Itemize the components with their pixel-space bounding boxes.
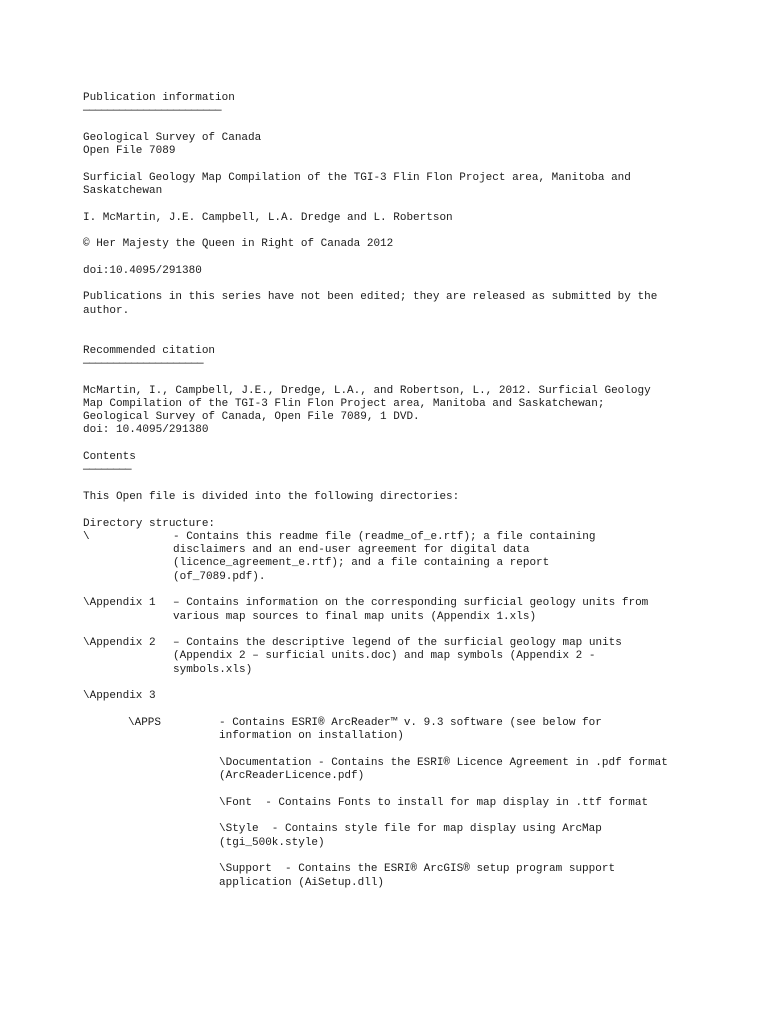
- apps-documentation-line: \Documentation - Contains the ESRI® Licence Agreement in .pdf format: [219, 756, 668, 769]
- citation-heading: Recommended citation: [83, 344, 216, 357]
- authors: I. McMartin, J.E. Campbell, L.A. Dredge and L. Robertson: [83, 211, 453, 224]
- subdirectory-entry-apps: [83, 717, 703, 890]
- document-page: [83, 92, 703, 890]
- apps-documentation-line: (ArcReaderLicence.pdf): [219, 770, 365, 783]
- agency-name: Geological Survey of Canada: [83, 131, 262, 144]
- directory-description-line: various map sources to final map units (Appendix 1.xls): [173, 610, 537, 623]
- citation-heading-rule: ————————————————————: [83, 357, 204, 370]
- directory-structure-label: Directory structure:: [83, 517, 216, 530]
- directory-description-line: disclaimers and an end-user agreement for digital data: [173, 544, 530, 557]
- citation-line: Geological Survey of Canada, Open File 7089, 1 DVD.: [83, 411, 420, 424]
- publication-title-line: Saskatchewan: [83, 185, 163, 198]
- open-file-number: Open File 7089: [83, 145, 176, 158]
- directory-description-line: (Appendix 2 – surficial units.doc) and map symbols (Appendix 2 -: [173, 650, 596, 663]
- contents-heading-rule: ————————: [83, 464, 132, 477]
- apps-style-line: (tgi_500k.style): [219, 836, 325, 849]
- directory-description-line: (licence_agreement_e.rtf); and a file containing a report: [173, 557, 550, 570]
- directory-entry-root: [83, 531, 703, 584]
- directory-description-line: – Contains information on the corresponding surficial geology units from: [173, 597, 649, 610]
- apps-description-line: information on installation): [219, 730, 404, 743]
- publication-note-line: Publications in this series have not been edited; they are released as submitted by the: [83, 291, 658, 304]
- apps-description-line: - Contains ESRI® ArcReader™ v. 9.3 software (see below for: [219, 716, 602, 729]
- publication-heading: Publication information: [83, 92, 235, 104]
- directory-name: \Appendix 1: [83, 597, 156, 610]
- directory-name: \: [83, 530, 90, 543]
- directory-entry-appendix-1: [83, 597, 703, 624]
- apps-style-line: \Style - Contains style file for map display using ArcMap: [219, 823, 602, 836]
- publication-title-line: Surficial Geology Map Compilation of the TGI-3 Flin Flon Project area, Manitoba and: [83, 171, 631, 184]
- directory-description-line: - Contains this readme file (readme_of_e.rtf); a file containing: [173, 530, 596, 543]
- subdirectory-name: \APPS: [128, 716, 162, 729]
- citation-line: doi: 10.4095/291380: [83, 424, 209, 437]
- citation-line: Map Compilation of the TGI-3 Flin Flon Project area, Manitoba and Saskatchewan;: [83, 397, 605, 410]
- citation-line: McMartin, I., Campbell, J.E., Dredge, L.A., and Robertson, L., 2012. Surficial Geology: [83, 384, 651, 397]
- doi: doi:10.4095/291380: [83, 264, 202, 277]
- directory-description-line: (of_7089.pdf).: [173, 570, 266, 583]
- directory-description-line: – Contains the descriptive legend of the surficial geology map units: [173, 637, 622, 650]
- contents-heading: Contents: [83, 451, 136, 464]
- apps-support-line: \Support - Contains the ESRI® ArcGIS® setup program support: [219, 863, 616, 876]
- apps-support-line: application (AiSetup.dll): [219, 876, 385, 889]
- publication-heading-rule: ———————————————————————: [83, 105, 222, 118]
- directory-description-line: symbols.xls): [173, 663, 253, 676]
- directory-entry-appendix-2: [83, 637, 703, 677]
- apps-font-line: \Font - Contains Fonts to install for map display in .ttf format: [219, 796, 649, 809]
- directory-name-appendix-3: \Appendix 3: [83, 690, 156, 703]
- publication-note-line: author.: [83, 304, 130, 317]
- contents-intro: This Open file is divided into the following directories:: [83, 490, 460, 503]
- directory-name: \Appendix 2: [83, 637, 156, 650]
- copyright: © Her Majesty the Queen in Right of Canada 2012: [83, 238, 394, 251]
